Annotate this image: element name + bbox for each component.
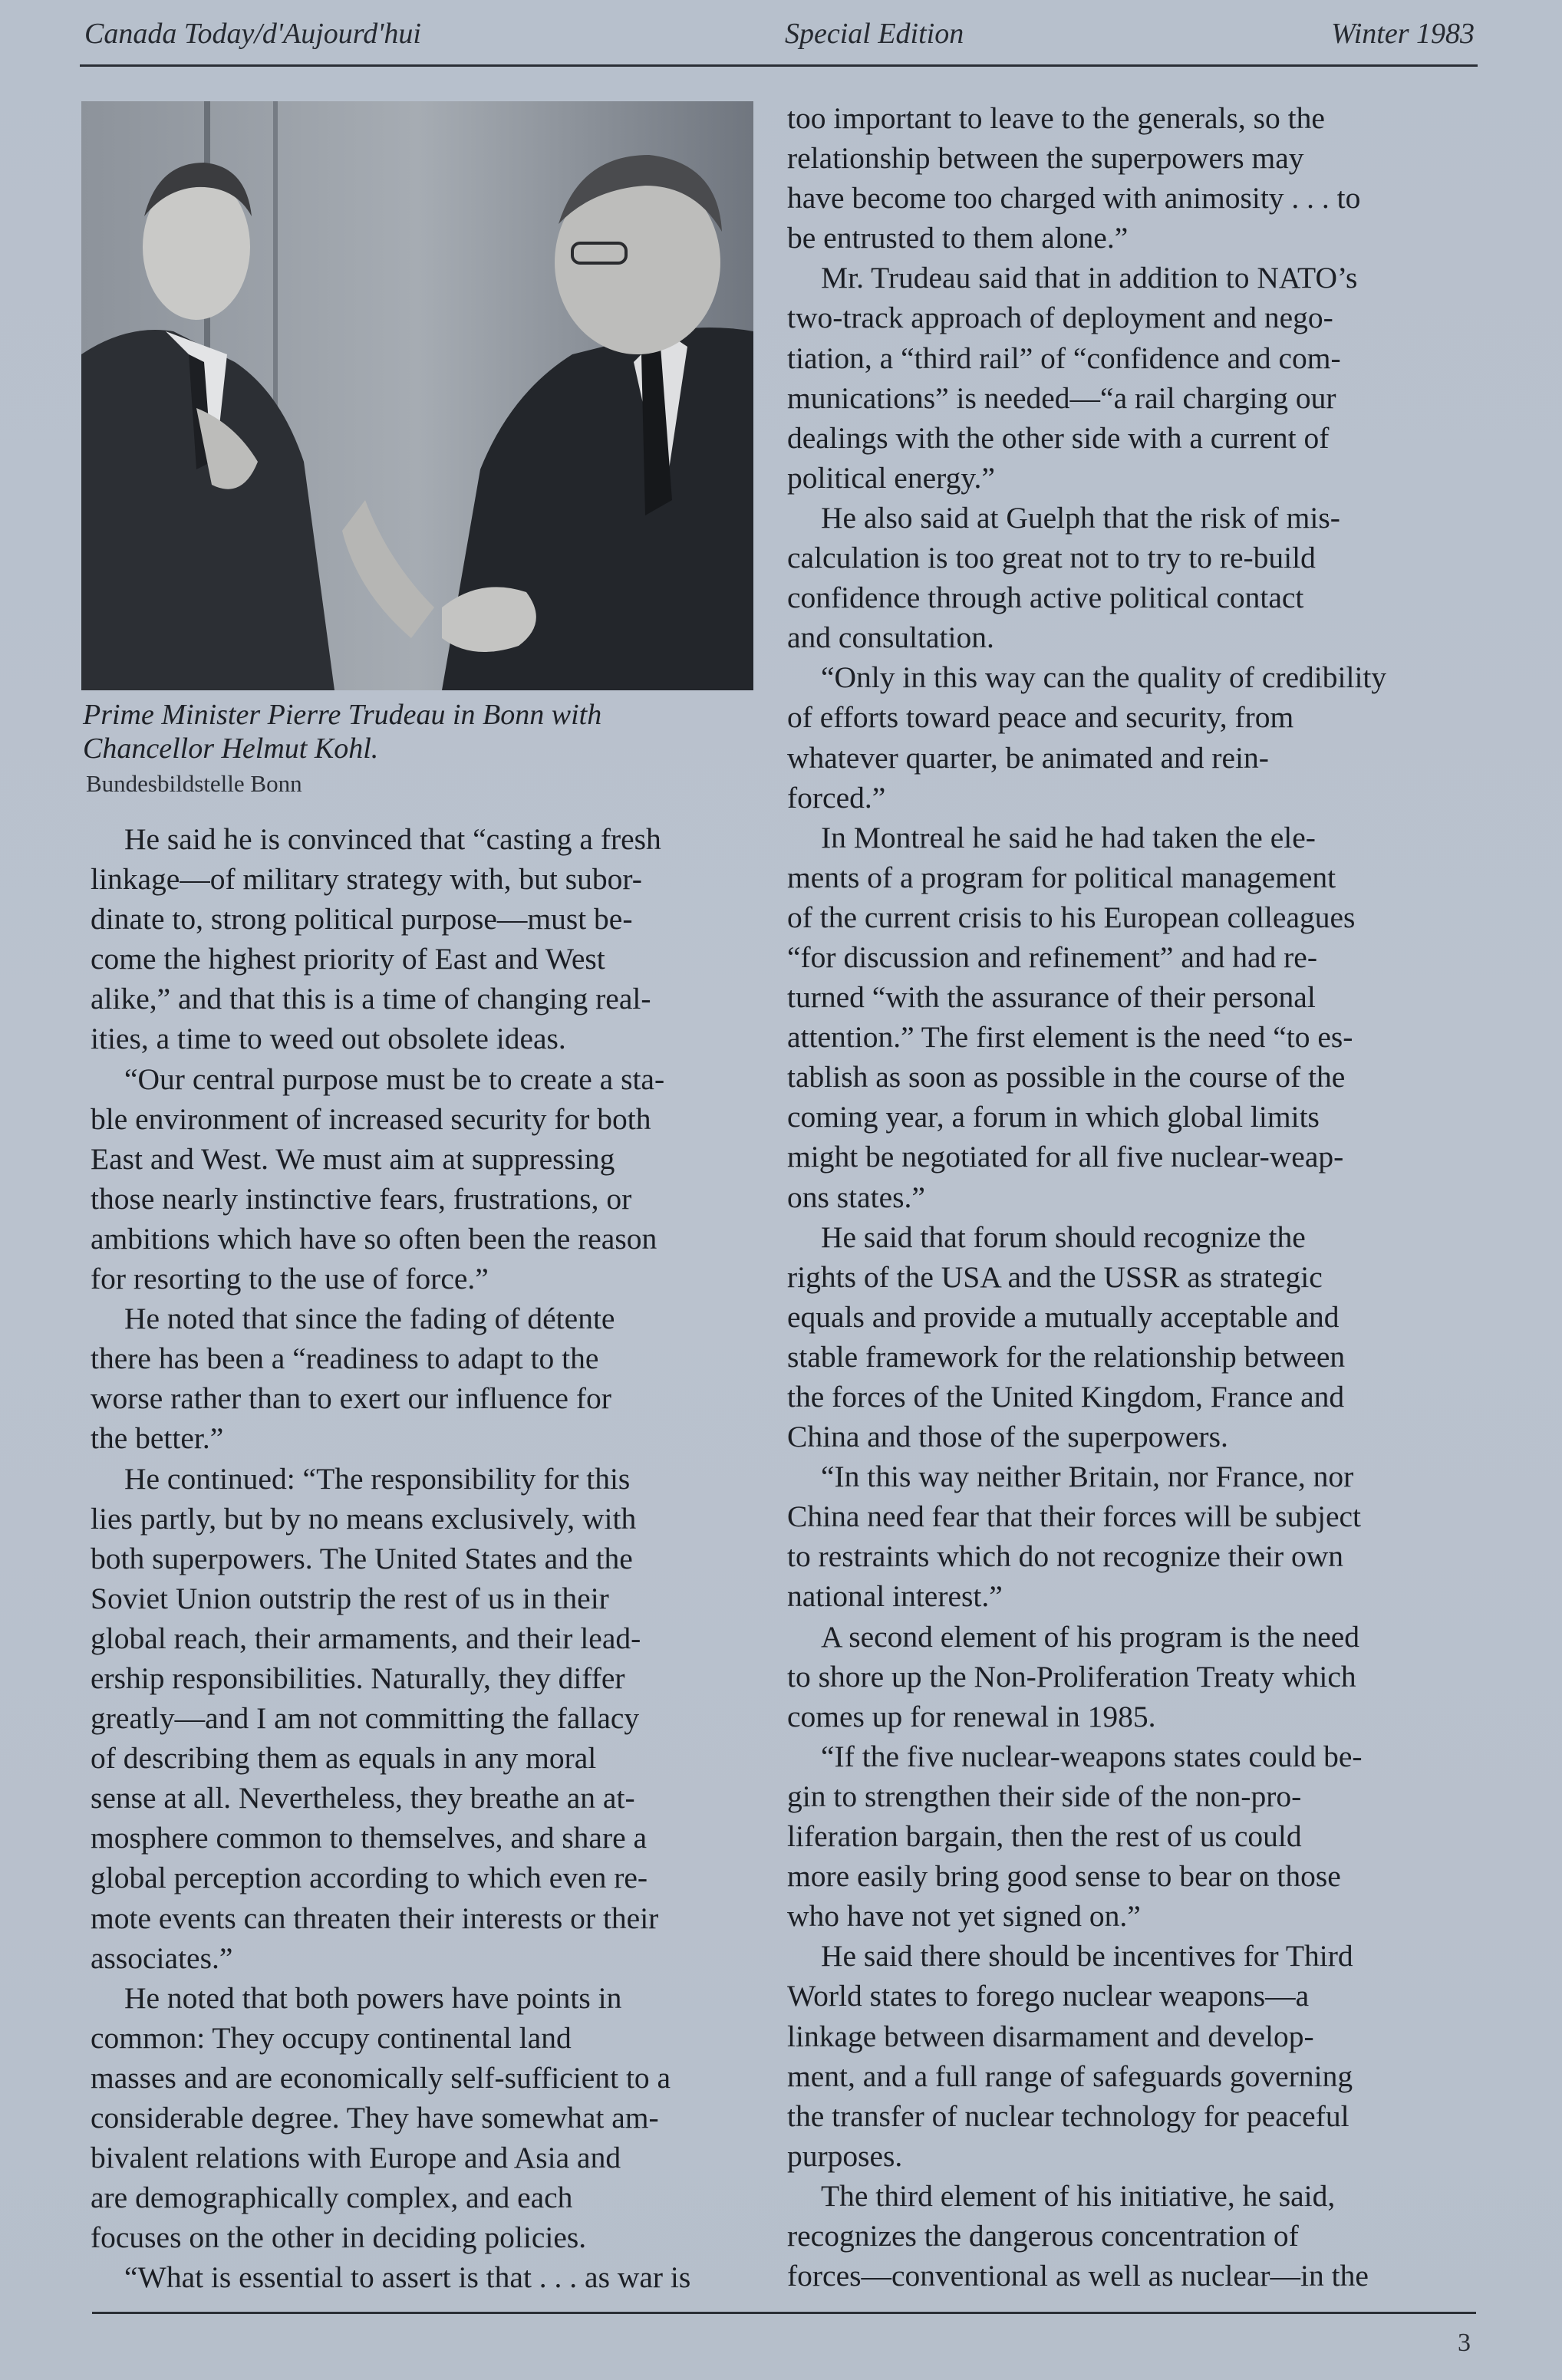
text-line: come the highest priority of East and West <box>91 942 605 976</box>
text-line: calculation is too great not to try to re-build <box>787 541 1316 575</box>
paragraph <box>787 657 1485 817</box>
text-line: dinate to, strong political purpose—must be- <box>91 902 633 937</box>
photo-trudeau-kohl <box>81 101 753 690</box>
text-line: tablish as soon as possible in the course of the <box>787 1060 1346 1095</box>
text-line: linkage between disarmament and develop- <box>787 2019 1314 2053</box>
paragraph <box>91 1059 781 1299</box>
text-line: the transfer of nuclear technology for peaceful <box>787 2099 1349 2133</box>
paragraph <box>787 2176 1485 2296</box>
text-line: recognizes the dangerous concentration of <box>787 2218 1299 2253</box>
text-line: ership responsibilities. Naturally, they differ <box>91 1661 625 1695</box>
text-line: of the current crisis to his European colleagues <box>787 900 1356 934</box>
text-line: worse rather than to exert our influence for <box>91 1381 611 1416</box>
text-line: global reach, their armaments, and their lead- <box>91 1621 641 1655</box>
text-line: considerable degree. They have somewhat am- <box>91 2101 659 2135</box>
text-line: are demographically complex, and each <box>91 2181 573 2215</box>
photo-credit: Bundesbildstelle Bonn <box>86 770 302 797</box>
text-line: “Only in this way can the quality of credibility <box>821 660 1387 695</box>
text-line: He said that forum should recognize the <box>821 1220 1306 1254</box>
text-line: turned “with the assurance of their personal <box>787 980 1316 1015</box>
paragraph <box>787 498 1485 657</box>
text-line: be entrusted to them alone.” <box>787 221 1129 255</box>
text-line: political energy.” <box>787 460 995 495</box>
text-line: linkage—of military strategy with, but subor- <box>91 862 642 897</box>
text-line: tiation, a “third rail” of “confidence and com- <box>787 341 1341 375</box>
text-line: comes up for renewal in 1985. <box>787 1699 1156 1733</box>
text-line: focuses on the other in deciding policies. <box>91 2220 587 2255</box>
text-line: China need fear that their forces will be subject <box>787 1499 1362 1534</box>
text-column-right <box>787 98 1485 2296</box>
text-line: sense at all. Nevertheless, they breathe an at- <box>91 1781 635 1815</box>
text-line: too important to leave to the generals, so the <box>787 101 1325 135</box>
text-line: China and those of the superpowers. <box>787 1420 1228 1454</box>
text-line: In Montreal he said he had taken the ele- <box>821 820 1316 854</box>
text-line: both superpowers. The United States and the <box>91 1541 633 1575</box>
text-line: ons states.” <box>787 1180 925 1214</box>
text-line: Soviet Union outstrip the rest of us in their <box>91 1581 609 1615</box>
text-line: A second element of his program is the need <box>821 1619 1360 1654</box>
text-line: ments of a program for political management <box>787 860 1336 894</box>
paragraph <box>787 1457 1485 1616</box>
paragraph <box>787 1936 1485 2176</box>
text-line: equals and provide a mutually acceptable and <box>787 1299 1340 1334</box>
text-line: have become too charged with animosity . . . to <box>787 181 1361 216</box>
text-line: gin to strengthen their side of the non-pro- <box>787 1779 1302 1813</box>
text-line: “for discussion and refinement” and had re- <box>787 940 1317 974</box>
text-column-left <box>91 819 781 2297</box>
text-line: World states to forego nuclear weapons—a <box>787 1979 1310 2013</box>
text-line: ble environment of increased security for both <box>91 1101 651 1136</box>
header-rule <box>80 64 1478 67</box>
text-line: relationship between the superpowers may <box>787 141 1304 176</box>
text-line: dealings with the other side with a current of <box>787 420 1330 455</box>
text-line: to shore up the Non-Proliferation Treaty which <box>787 1659 1356 1694</box>
text-line: greatly—and I am not committing the fallacy <box>91 1701 640 1736</box>
text-line: stable framework for the relationship between <box>787 1339 1346 1374</box>
text-line: whatever quarter, be animated and rein- <box>787 740 1269 775</box>
text-line: munications” is needed—“a rail charging our <box>787 380 1336 415</box>
paragraph <box>787 818 1485 1217</box>
issue-date: Winter 1983 <box>1331 18 1475 50</box>
text-line: ities, a time to weed out obsolete ideas. <box>91 1022 566 1056</box>
text-line: of describing them as equals in any moral <box>91 1741 597 1776</box>
text-line: “If the five nuclear-weapons states could be- <box>821 1739 1363 1773</box>
text-line: He also said at Guelph that the risk of mis- <box>821 500 1340 535</box>
text-line: lies partly, but by no means exclusively, with <box>91 1501 637 1536</box>
text-line: masses and are economically self-sufficient to a <box>91 2060 671 2095</box>
text-line: those nearly instinctive fears, frustrations, or <box>91 1181 632 1216</box>
text-line: He said he is convinced that “casting a fresh <box>124 822 661 856</box>
text-line: “What is essential to assert is that . . . as war is <box>124 2260 691 2295</box>
text-line: Mr. Trudeau said that in addition to NATO’s <box>821 261 1358 295</box>
text-line: coming year, a forum in which global limits <box>787 1100 1320 1134</box>
edition-label: Special Edition <box>785 18 964 50</box>
paragraph <box>91 1459 781 1978</box>
paragraph <box>787 1617 1485 1736</box>
text-line: liferation bargain, then the rest of us could <box>787 1819 1302 1854</box>
text-line: global perception according to which even re- <box>91 1861 648 1895</box>
text-line: He continued: “The responsibility for this <box>124 1461 631 1496</box>
text-line: to restraints which do not recognize their own <box>787 1539 1344 1574</box>
paragraph <box>91 1299 781 1458</box>
text-line: the forces of the United Kingdom, France and <box>787 1380 1345 1414</box>
text-line: purposes. <box>787 2138 903 2173</box>
text-line: national interest.” <box>787 1579 1003 1614</box>
running-header <box>84 17 1475 55</box>
text-line: confidence through active political contact <box>787 581 1304 615</box>
text-line: “In this way neither Britain, nor France, nor <box>821 1460 1354 1494</box>
text-line: mosphere common to themselves, and share a <box>91 1821 648 1855</box>
text-line: might be negotiated for all five nuclear-weap- <box>787 1140 1344 1174</box>
text-line: more easily bring good sense to bear on those <box>787 1859 1341 1894</box>
text-line: He noted that since the fading of détente <box>124 1302 615 1336</box>
caption-line: Prime Minister Pierre Trudeau in Bonn with <box>83 699 602 731</box>
text-line: who have not yet signed on.” <box>787 1899 1141 1934</box>
text-line: mote events can threaten their interests or their <box>91 1901 659 1935</box>
text-line: alike,” and that this is a time of changing real- <box>91 982 651 1016</box>
paragraph <box>787 1736 1485 1936</box>
text-line: forces—conventional as well as nuclear—in the <box>787 2259 1369 2293</box>
text-line: He noted that both powers have points in <box>124 1980 622 2015</box>
paragraph <box>787 258 1485 498</box>
text-line: attention.” The first element is the need “to es- <box>787 1020 1353 1055</box>
text-line: forced.” <box>787 780 886 815</box>
text-line: “Our central purpose must be to create a sta- <box>124 1062 665 1096</box>
footer-rule <box>92 2312 1476 2314</box>
text-line: there has been a “readiness to adapt to the <box>91 1341 599 1376</box>
text-line: for resorting to the use of force.” <box>91 1262 489 1296</box>
text-line: common: They occupy continental land <box>91 2020 572 2055</box>
photo-caption <box>83 698 758 765</box>
text-line: bivalent relations with Europe and Asia and <box>91 2141 621 2175</box>
paragraph <box>91 2257 781 2297</box>
text-line: ment, and a full range of safeguards governing <box>787 2059 1353 2093</box>
page-number: 3 <box>1458 2329 1471 2357</box>
text-line: associates.” <box>91 1941 233 1975</box>
text-line: He said there should be incentives for Third <box>821 1939 1353 1973</box>
text-line: rights of the USA and the USSR as strategic <box>787 1259 1323 1294</box>
text-line: two-track approach of deployment and nego- <box>787 301 1333 335</box>
text-line: ambitions which have so often been the reason <box>91 1221 657 1256</box>
text-line: The third element of his initiative, he said, <box>821 2178 1336 2213</box>
text-line: of efforts toward peace and security, from <box>787 700 1294 735</box>
photo-illustration <box>81 101 753 690</box>
caption-line: Chancellor Helmut Kohl. <box>83 732 379 765</box>
paragraph <box>787 98 1485 258</box>
paragraph <box>91 819 781 1059</box>
paragraph <box>787 1217 1485 1457</box>
paragraph <box>91 1978 781 2258</box>
text-line: and consultation. <box>787 621 994 655</box>
text-line: the better.” <box>91 1421 224 1456</box>
text-line: East and West. We must aim at suppressing <box>91 1141 615 1176</box>
publication-title: Canada Today/d'Aujourd'hui <box>84 18 421 50</box>
